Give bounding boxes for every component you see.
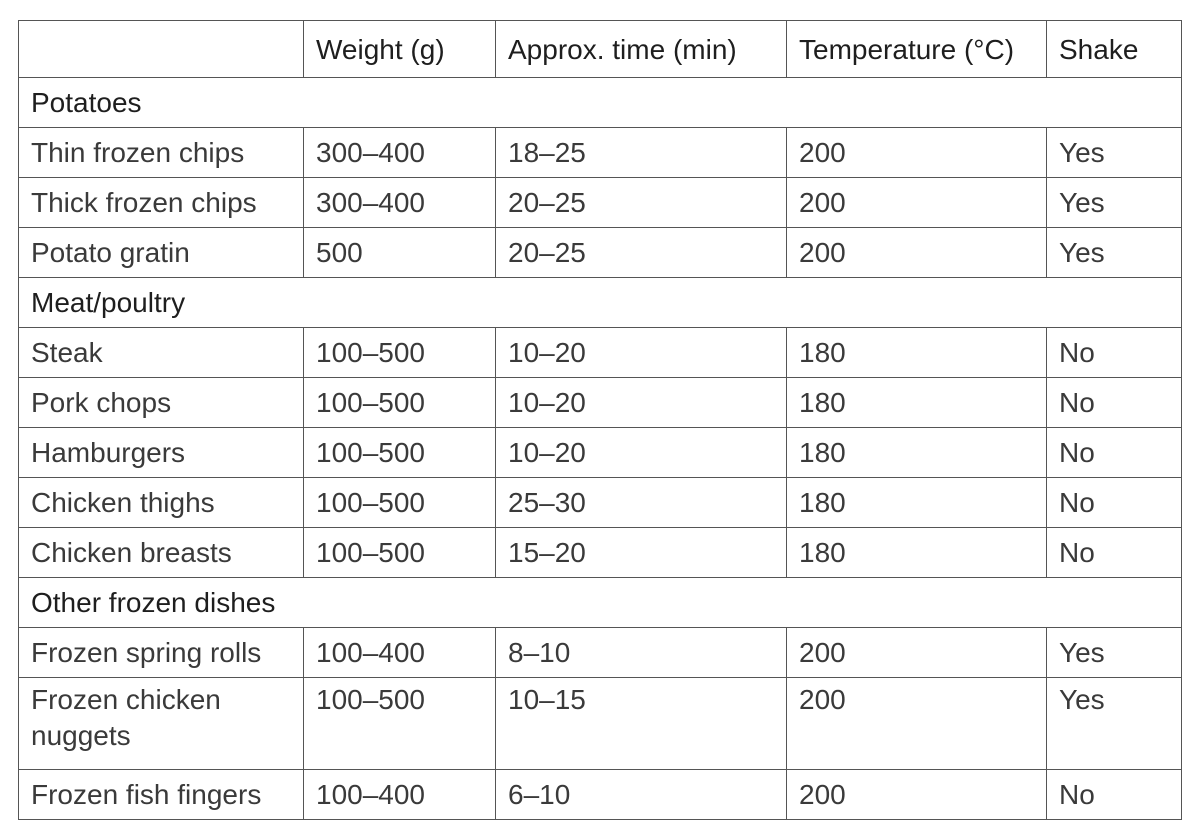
food-cell: Thick frozen chips [19, 178, 304, 228]
food-cell: Pork chops [19, 378, 304, 428]
weight-cell: 300–400 [304, 178, 496, 228]
group-label: Potatoes [19, 78, 1182, 128]
temperature-cell: 200 [787, 228, 1047, 278]
cooking-table [18, 20, 1182, 820]
weight-cell: 500 [304, 228, 496, 278]
header-shake: Shake [1047, 21, 1182, 78]
time-cell: 15–20 [496, 528, 787, 578]
time-cell: 10–15 [496, 678, 787, 770]
weight-cell: 100–500 [304, 328, 496, 378]
temperature-cell: 180 [787, 328, 1047, 378]
header-weight: Weight (g) [304, 21, 496, 78]
food-cell: Frozen spring rolls [19, 628, 304, 678]
group-label: Meat/poultry [19, 278, 1182, 328]
shake-cell: Yes [1047, 128, 1182, 178]
time-cell: 6–10 [496, 770, 787, 820]
temperature-cell: 180 [787, 378, 1047, 428]
food-cell: Chicken breasts [19, 528, 304, 578]
weight-cell: 100–500 [304, 528, 496, 578]
table-row [19, 328, 1182, 378]
food-cell: Chicken thighs [19, 478, 304, 528]
group-label: Other frozen dishes [19, 578, 1182, 628]
table-row [19, 178, 1182, 228]
shake-cell: Yes [1047, 178, 1182, 228]
weight-cell: 100–500 [304, 478, 496, 528]
shake-cell: Yes [1047, 228, 1182, 278]
header-food [19, 21, 304, 78]
temperature-cell: 200 [787, 628, 1047, 678]
time-cell: 25–30 [496, 478, 787, 528]
shake-cell: No [1047, 378, 1182, 428]
shake-cell: No [1047, 428, 1182, 478]
weight-cell: 100–500 [304, 428, 496, 478]
food-cell: Hamburgers [19, 428, 304, 478]
group-row-meat-poultry [19, 278, 1182, 328]
temperature-cell: 200 [787, 770, 1047, 820]
group-row-potatoes [19, 78, 1182, 128]
weight-cell: 300–400 [304, 128, 496, 178]
header-row [19, 21, 1182, 78]
weight-cell: 100–400 [304, 770, 496, 820]
table-row [19, 378, 1182, 428]
table-row [19, 478, 1182, 528]
time-cell: 20–25 [496, 228, 787, 278]
table-row [19, 428, 1182, 478]
temperature-cell: 180 [787, 428, 1047, 478]
temperature-cell: 200 [787, 678, 1047, 770]
table-row [19, 528, 1182, 578]
shake-cell: Yes [1047, 678, 1182, 770]
shake-cell: No [1047, 770, 1182, 820]
table-row [19, 228, 1182, 278]
food-cell: Frozen fish fingers [19, 770, 304, 820]
header-time: Approx. time (min) [496, 21, 787, 78]
time-cell: 18–25 [496, 128, 787, 178]
shake-cell: No [1047, 328, 1182, 378]
temperature-cell: 180 [787, 528, 1047, 578]
time-cell: 20–25 [496, 178, 787, 228]
food-cell: Frozen chicken nuggets [19, 678, 304, 770]
food-cell: Steak [19, 328, 304, 378]
temperature-cell: 200 [787, 128, 1047, 178]
shake-cell: No [1047, 528, 1182, 578]
temperature-cell: 180 [787, 478, 1047, 528]
table-row [19, 770, 1182, 820]
group-row-other-frozen-dishes [19, 578, 1182, 628]
table-row [19, 128, 1182, 178]
temperature-cell: 200 [787, 178, 1047, 228]
time-cell: 10–20 [496, 428, 787, 478]
weight-cell: 100–500 [304, 678, 496, 770]
time-cell: 10–20 [496, 328, 787, 378]
shake-cell: No [1047, 478, 1182, 528]
food-cell: Thin frozen chips [19, 128, 304, 178]
food-cell: Potato gratin [19, 228, 304, 278]
weight-cell: 100–400 [304, 628, 496, 678]
weight-cell: 100–500 [304, 378, 496, 428]
header-temperature: Temperature (°C) [787, 21, 1047, 78]
time-cell: 8–10 [496, 628, 787, 678]
time-cell: 10–20 [496, 378, 787, 428]
table-row [19, 678, 1182, 770]
shake-cell: Yes [1047, 628, 1182, 678]
table-row [19, 628, 1182, 678]
